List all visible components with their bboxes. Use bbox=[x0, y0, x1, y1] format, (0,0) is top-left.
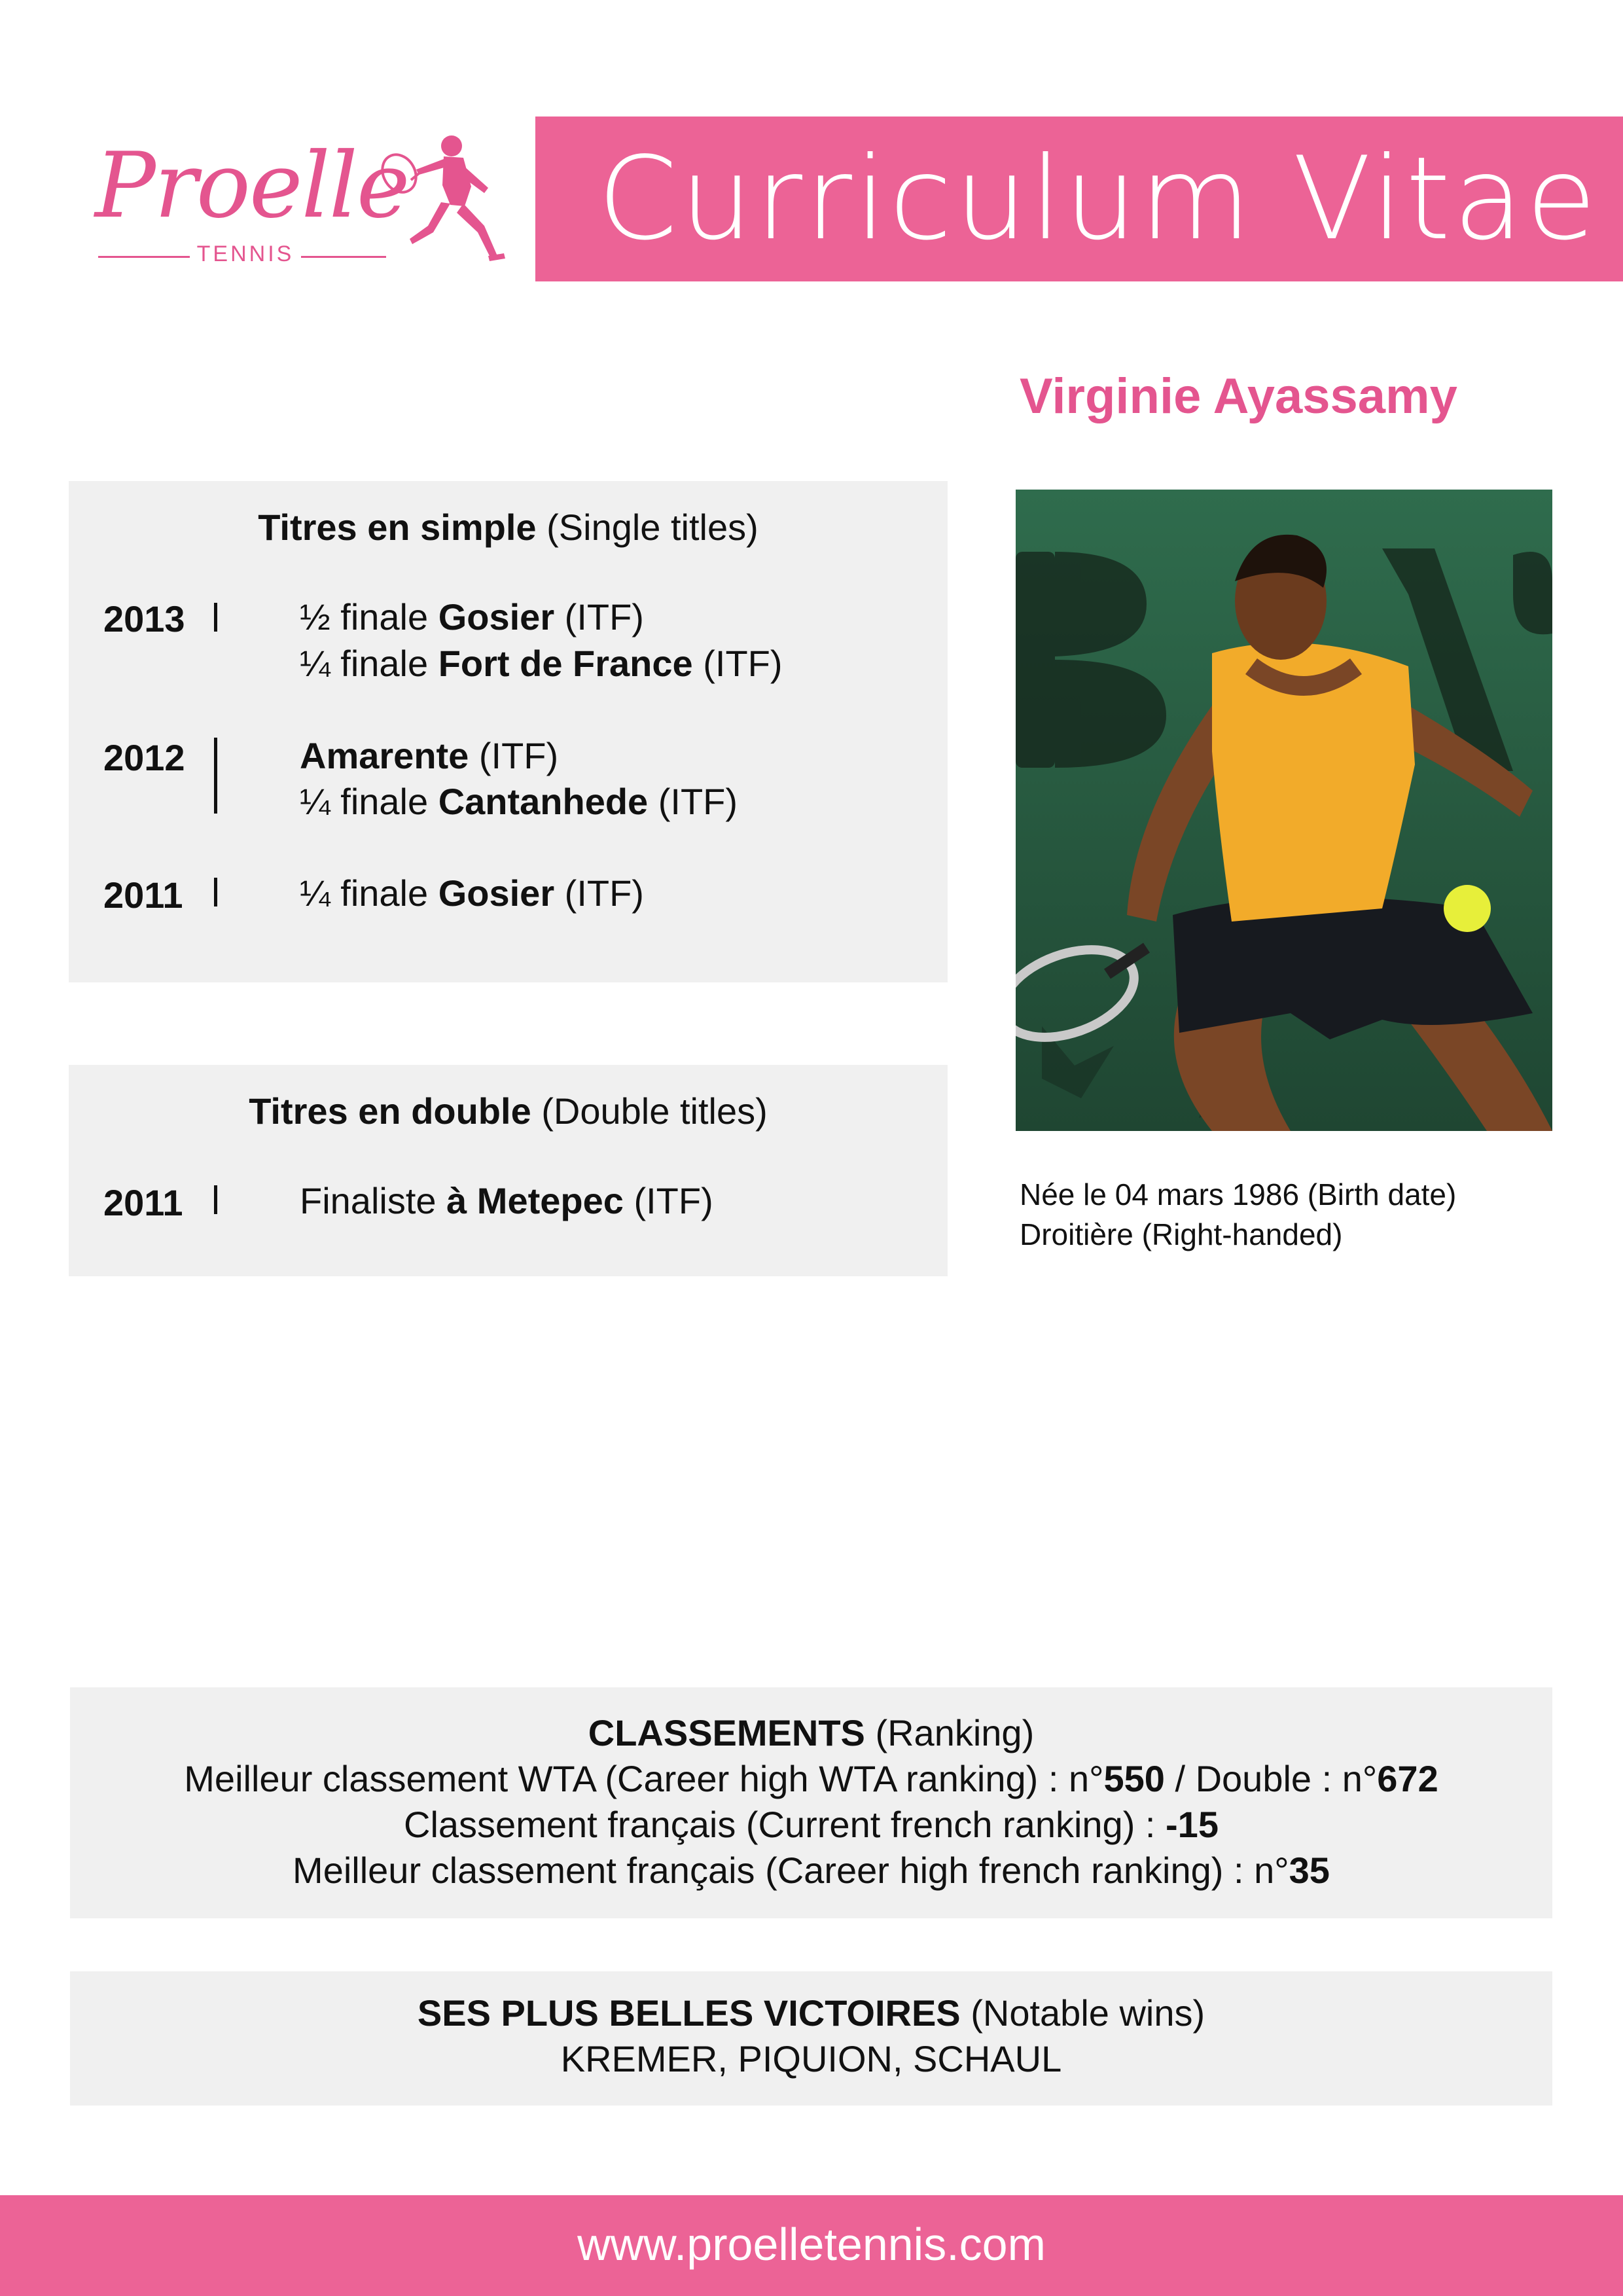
header-band bbox=[535, 117, 1623, 281]
singles-title-bold: Titres en simple bbox=[258, 507, 537, 548]
ranking-title-rest: (Ranking) bbox=[865, 1712, 1035, 1753]
logo-subtitle: TENNIS bbox=[196, 242, 294, 266]
ranking-title-bold: CLASSEMENTS bbox=[588, 1712, 865, 1753]
wta-double-rank: 672 bbox=[1377, 1758, 1438, 1799]
title-entry bbox=[300, 1180, 713, 1221]
singles-titles-box bbox=[69, 481, 948, 982]
player-photo bbox=[1016, 490, 1552, 1131]
french-ranking-label: Classement français (Current french ranking) : bbox=[404, 1804, 1166, 1845]
year-separator bbox=[214, 878, 217, 906]
french-current-rank: -15 bbox=[1166, 1804, 1219, 1845]
ranking-title bbox=[70, 1712, 1552, 1753]
birth-info bbox=[1020, 1175, 1456, 1255]
wta-single-rank: 550 bbox=[1103, 1758, 1165, 1799]
year-separator bbox=[214, 1185, 217, 1214]
doubles-title-rest: (Double titles) bbox=[531, 1090, 768, 1132]
entry-suffix: (ITF) bbox=[648, 781, 738, 822]
wta-double-label: / Double : n° bbox=[1164, 1758, 1378, 1799]
french-ranking-line bbox=[70, 1806, 1552, 1843]
player-name: Virginie Ayassamy bbox=[1020, 368, 1457, 424]
year-label: 2013 bbox=[103, 598, 185, 639]
entry-prefix: ¼ finale bbox=[300, 643, 438, 684]
wins-title-rest: (Notable wins) bbox=[960, 1992, 1205, 2034]
singles-box-title bbox=[69, 506, 948, 548]
singles-title-rest: (Single titles) bbox=[536, 507, 758, 548]
entry-prefix: ¼ finale bbox=[300, 781, 438, 822]
entry-prefix: Finaliste bbox=[300, 1180, 447, 1221]
footer-band bbox=[0, 2195, 1623, 2296]
entry-prefix: ¼ finale bbox=[300, 872, 438, 914]
wta-ranking-line bbox=[70, 1758, 1552, 1799]
entry-prefix: ½ finale bbox=[300, 596, 438, 637]
year-label: 2012 bbox=[103, 737, 185, 778]
entry-event: Amarente bbox=[300, 735, 469, 776]
entry-suffix: (ITF) bbox=[692, 643, 783, 684]
wins-title bbox=[70, 1992, 1552, 2034]
year-label: 2011 bbox=[103, 1182, 183, 1223]
ranking-box bbox=[70, 1687, 1552, 1918]
title-entry bbox=[300, 596, 644, 637]
title-entry bbox=[300, 783, 738, 820]
year-separator bbox=[214, 603, 217, 632]
page-title: Curriculum Vitae bbox=[597, 133, 1599, 266]
title-entry bbox=[300, 872, 644, 914]
french-best-ranking-line bbox=[70, 1852, 1552, 1889]
french-best-rank: 35 bbox=[1289, 1850, 1330, 1891]
proelle-logo bbox=[85, 128, 517, 278]
wins-names: KREMER, PIQUION, SCHAUL bbox=[560, 2038, 1062, 2079]
year-label: 2011 bbox=[103, 874, 183, 916]
entry-suffix: (ITF) bbox=[554, 872, 644, 914]
wta-ranking-label: Meilleur classement WTA (Career high WTA ranking) : n° bbox=[184, 1758, 1104, 1799]
tennis-player-icon bbox=[373, 128, 517, 272]
entry-suffix: (ITF) bbox=[469, 735, 559, 776]
doubles-titles-box bbox=[69, 1065, 948, 1276]
entry-suffix: (ITF) bbox=[623, 1180, 713, 1221]
wins-title-bold: SES PLUS BELLES VICTOIRES bbox=[417, 1992, 961, 2034]
handedness: Droitière (Right-handed) bbox=[1020, 1217, 1343, 1251]
entry-event: Cantanhede bbox=[438, 781, 649, 822]
notable-wins-box bbox=[70, 1971, 1552, 2106]
entry-event: Gosier bbox=[438, 872, 555, 914]
year-separator bbox=[214, 738, 217, 814]
website-link[interactable]: www.proelletennis.com bbox=[577, 2219, 1046, 2270]
entry-event: Gosier bbox=[438, 596, 555, 637]
entry-suffix: (ITF) bbox=[554, 596, 644, 637]
doubles-box-title bbox=[69, 1090, 948, 1132]
entry-event: à Metepec bbox=[446, 1180, 624, 1221]
entry-event: Fort de France bbox=[438, 643, 693, 684]
logo-rule-left bbox=[98, 256, 190, 258]
title-entry bbox=[300, 735, 559, 776]
birth-date: Née le 04 mars 1986 (Birth date) bbox=[1020, 1177, 1457, 1211]
logo-brand-text: Proelle bbox=[95, 133, 409, 238]
doubles-title-bold: Titres en double bbox=[249, 1090, 531, 1132]
french-best-label: Meilleur classement français (Career high french ranking) : n° bbox=[293, 1850, 1289, 1891]
title-entry bbox=[300, 645, 783, 682]
player-photo-illustration bbox=[1016, 490, 1552, 1131]
